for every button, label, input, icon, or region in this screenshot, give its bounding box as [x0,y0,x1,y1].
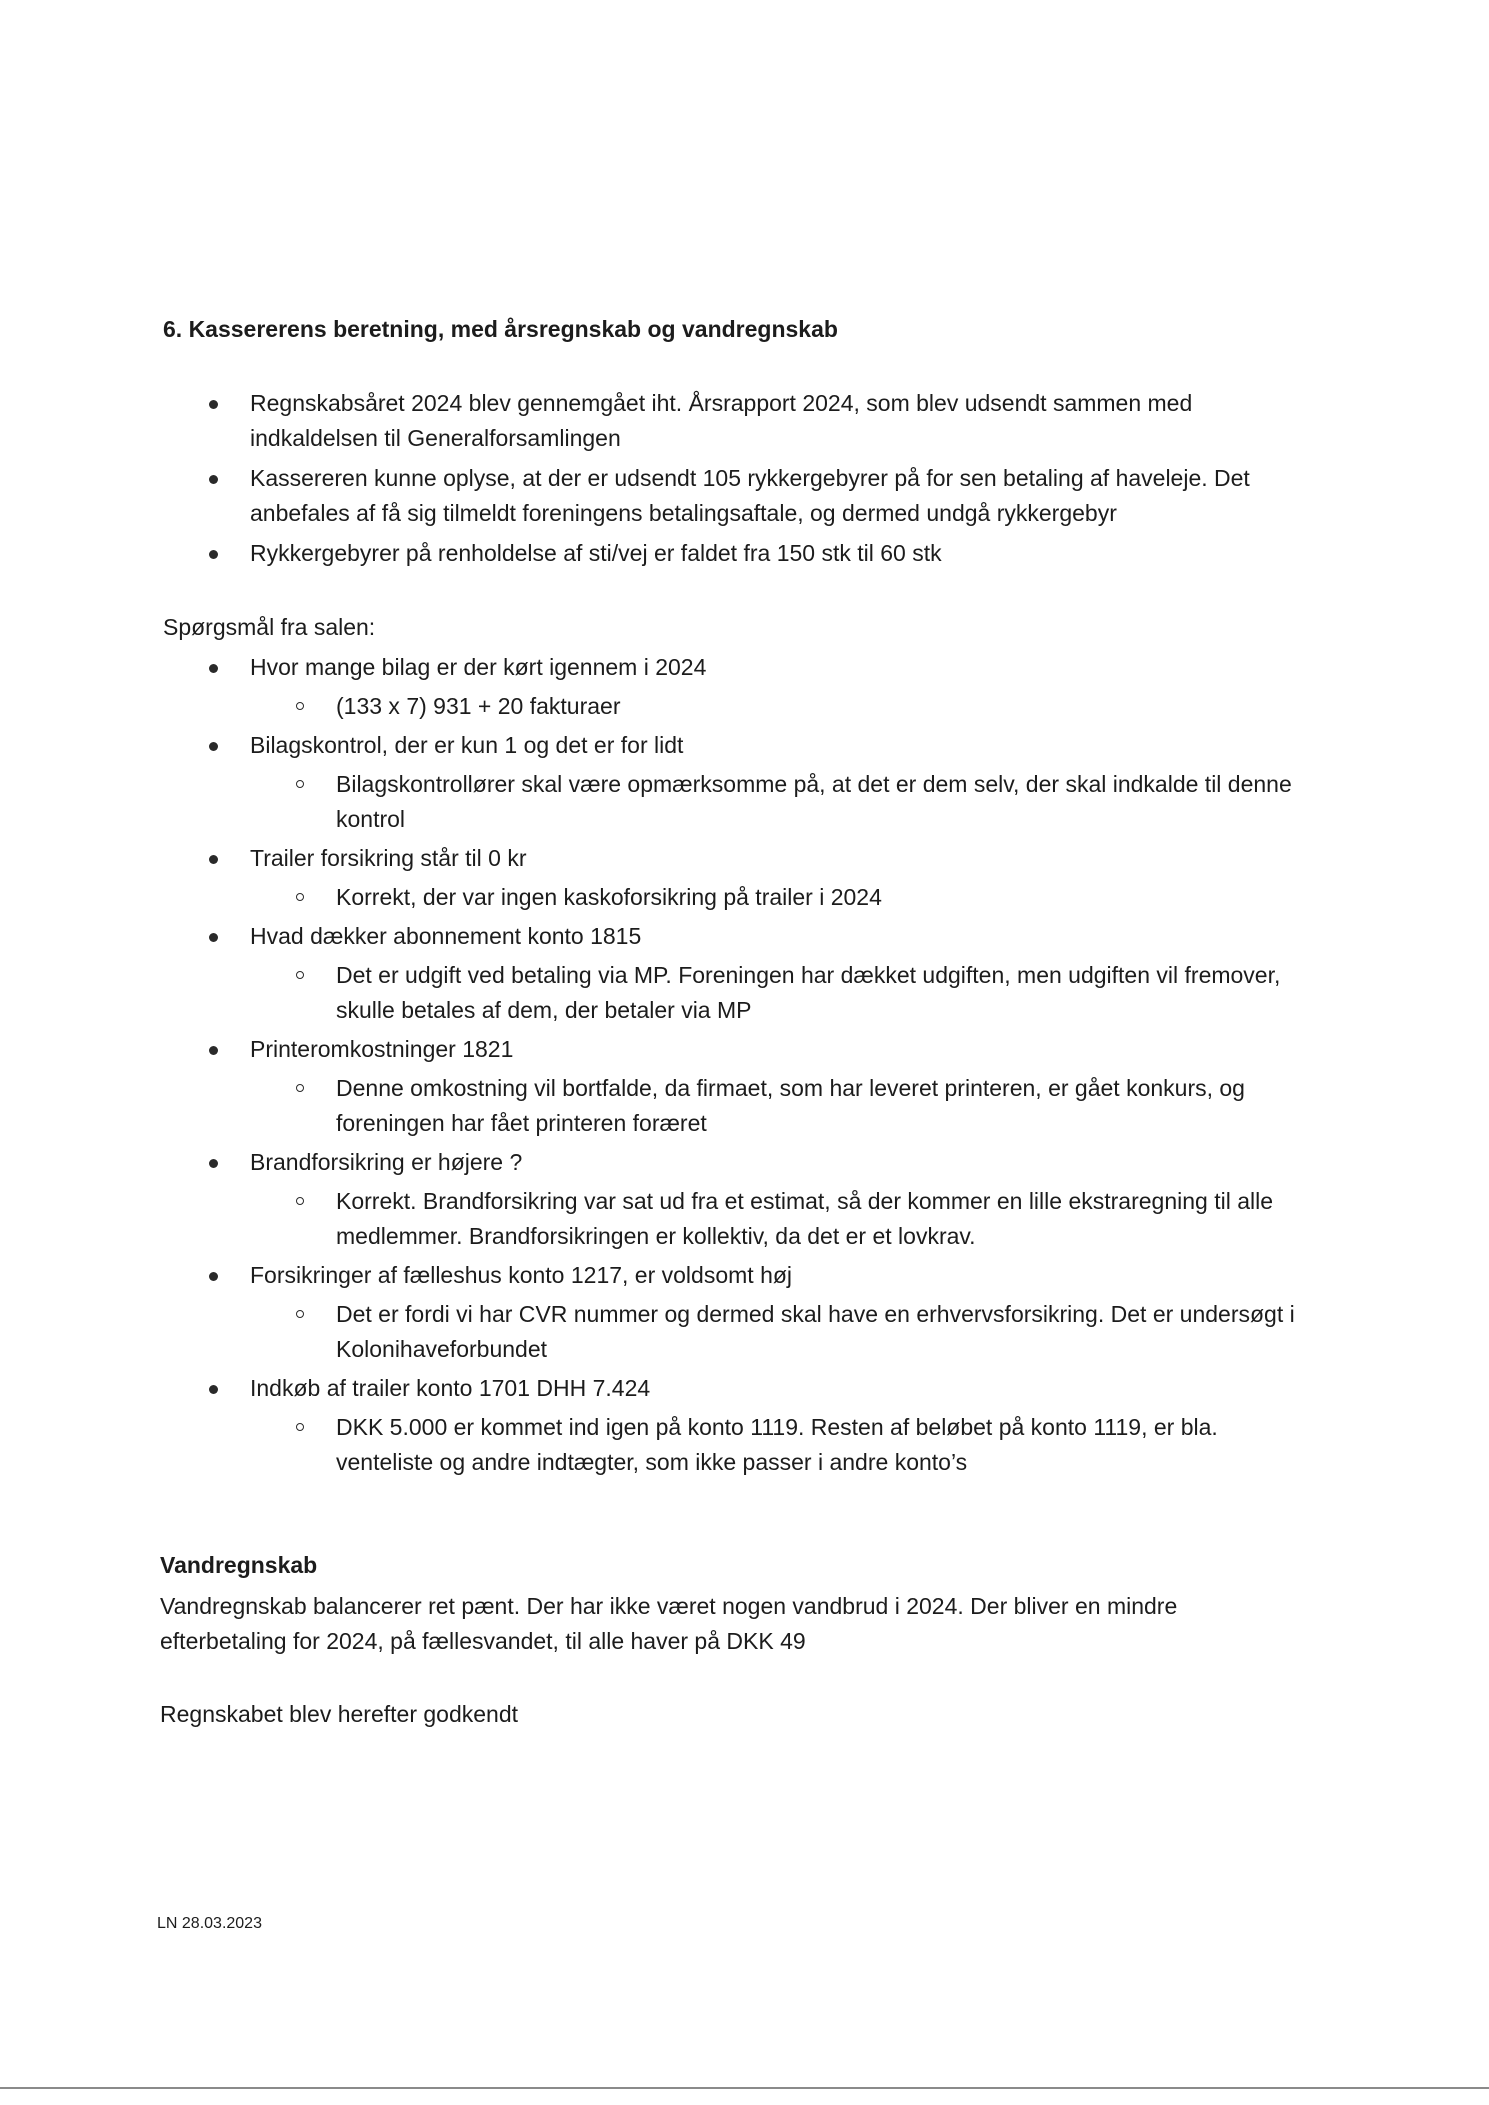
question-item: Brandforsikring er højere ? [0,1145,1310,1180]
answer-item: Denne omkostning vil bortfalde, da firmaet, som har leveret printeren, er gået konkurs, og foreningen har fået printeren foræret [0,1071,1316,1141]
question-item: Printeromkostninger 1821 [0,1032,1310,1067]
question-item: Forsikringer af fælleshus konto 1217, er voldsomt høj [0,1258,1310,1293]
page-bottom-rule [0,2087,1489,2089]
question-item: Hvor mange bilag er der kørt igennem i 2024 [0,650,1310,685]
answer-item: DKK 5.000 er kommet ind igen på konto 1119. Resten af beløbet på konto 1119, er bla. venteliste og andre indtægter, som ikke passer i andre konto’s [0,1410,1316,1480]
list-item: Regnskabsåret 2024 blev gennemgået iht. Årsrapport 2024, som blev udsendt sammen med indkaldelsen til Generalforsamlingen [0,386,1310,456]
question-item: Indkøb af trailer konto 1701 DHH 7.424 [0,1371,1310,1406]
answer-item: Bilagskontrollører skal være opmærksomme på, at det er dem selv, der skal indkalde til denne kontrol [0,767,1316,837]
vandregnskab-title: Vandregnskab [160,1552,318,1578]
question-item: Hvad dækker abonnement konto 1815 [0,919,1310,954]
list-item: Kassereren kunne oplyse, at der er udsendt 105 rykkergebyrer på for sen betaling af haveleje. Det anbefales af få sig tilmeldt foreningens betalingsaftale, og dermed undgå rykkergebyr [0,461,1310,531]
intro-bullet-list [0,386,1310,576]
answer-item: Korrekt. Brandforsikring var sat ud fra et estimat, så der kommer en lille ekstraregning til alle medlemmer. Brandforsikringen er kollektiv, da det er et lovkrav. [0,1184,1316,1254]
list-item: Rykkergebyrer på renholdelse af sti/vej er faldet fra 150 stk til 60 stk [0,536,1310,571]
questions-list [0,650,1316,1484]
vandregnskab-text: Vandregnskab balancerer ret pænt. Der har ikke været nogen vandbrud i 2024. Der bliver en mindre efterbetaling for 2024, på fællesvandet, til alle haver på DKK 49 [160,1593,1178,1654]
answer-item: Det er fordi vi har CVR nummer og dermed skal have en erhvervsforsikring. Det er undersøgt i Kolonihaveforbundet [0,1297,1316,1367]
answer-item: Korrekt, der var ingen kaskoforsikring på trailer i 2024 [0,880,1316,915]
question-item: Bilagskontrol, der er kun 1 og det er for lidt [0,728,1310,763]
question-item: Trailer forsikring står til 0 kr [0,841,1310,876]
questions-label: Spørgsmål fra salen: [163,614,376,640]
footer-note: LN 28.03.2023 [157,1915,262,1932]
answer-item: (133 x 7) 931 + 20 fakturaer [0,689,1316,724]
section-heading: 6. Kassererens beretning, med årsregnskab og vandregnskab [163,316,838,342]
approval-statement: Regnskabet blev herefter godkendt [160,1701,519,1727]
answer-item: Det er udgift ved betaling via MP. Foreningen har dækket udgiften, men udgiften vil fremover, skulle betales af dem, der betaler via MP [0,958,1316,1028]
